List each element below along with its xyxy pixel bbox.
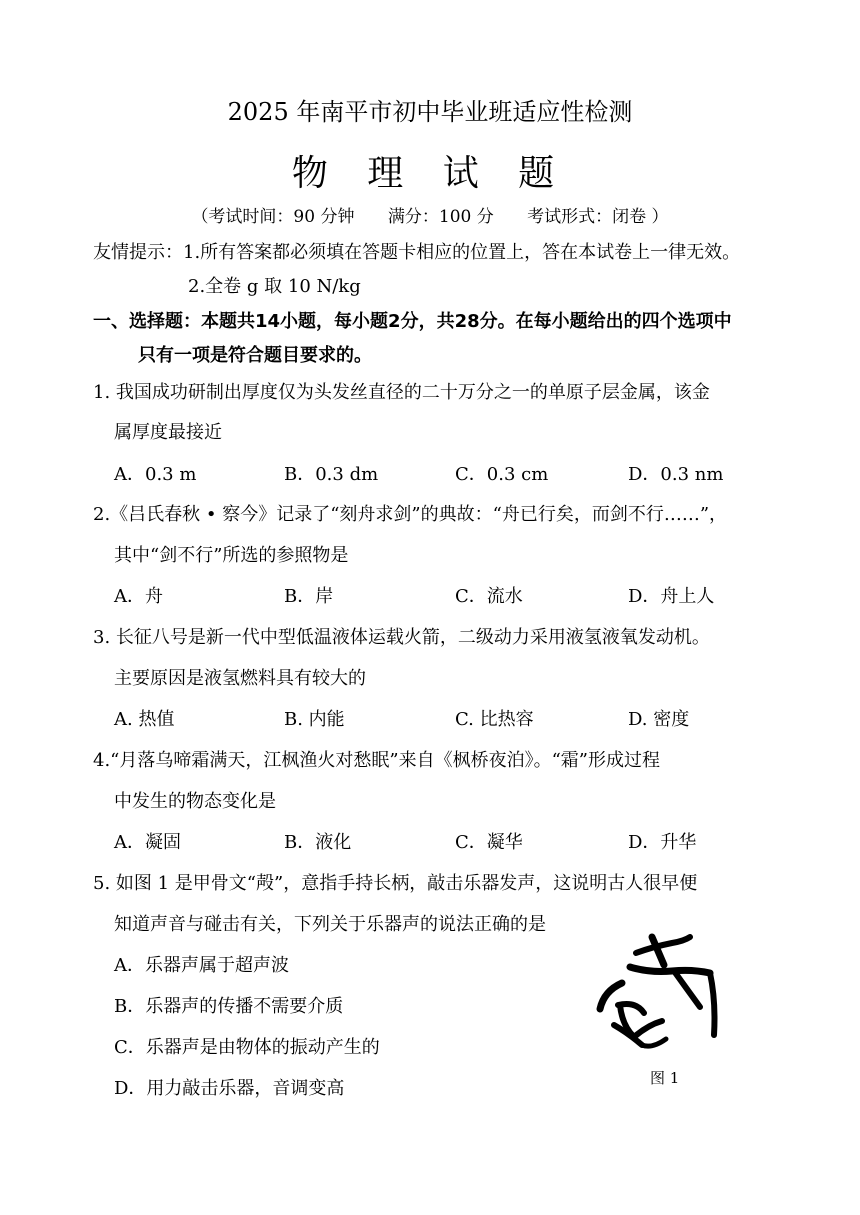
q5-option-a: A．乐器声属于超声波 xyxy=(114,955,289,976)
q5-option-c: C．乐器声是由物体的振动产生的 xyxy=(114,1037,380,1058)
question-2-line2: 其中“剑不行”所选的参照物是 xyxy=(114,545,349,566)
q5-option-b: B．乐器声的传播不需要介质 xyxy=(114,996,344,1017)
q1-option-b: B．0.3 dm xyxy=(284,464,379,485)
question-3-line2: 主要原因是液氢燃料具有较大的 xyxy=(114,668,366,689)
q4-option-d: D．升华 xyxy=(628,832,697,853)
section1-heading-cont: 只有一项是符合题目要求的。 xyxy=(138,345,372,366)
q1-option-c: C．0.3 cm xyxy=(455,464,549,485)
figure-1-caption: 图 1 xyxy=(650,1069,680,1087)
q5-option-d: D．用力敲击乐器，音调变高 xyxy=(114,1078,345,1099)
q2-option-a: A．舟 xyxy=(114,586,163,607)
exam-title: 2025 年南平市初中毕业班适应性检测 xyxy=(227,98,633,126)
exam-form: 考试形式：闭卷 ） xyxy=(527,207,669,227)
q3-option-d: D. 密度 xyxy=(628,709,690,730)
question-2-line1: 2.《吕氏春秋 • 察今》记录了“刻舟求剑”的典故：“舟已行矣，而剑不行……”， xyxy=(93,504,728,525)
oracle-bone-glyph-figure xyxy=(592,925,726,1055)
question-5-line1: 5. 如图 1 是甲骨文“殸”，意指手持长柄，敲击乐器发声，这说明古人很早便 xyxy=(93,873,698,894)
q3-option-a: A. 热值 xyxy=(114,709,175,730)
exam-time: （考试时间：90 分钟 xyxy=(191,207,355,227)
q2-option-c: C．流水 xyxy=(455,586,523,607)
q4-option-c: C．凝华 xyxy=(455,832,523,853)
tips-line1 xyxy=(93,238,740,264)
subject-title: 物 理 试 题 xyxy=(291,153,569,194)
question-1-line2: 属厚度最接近 xyxy=(114,422,222,443)
tips-item1: 1.所有答案都必须填在答题卡相应的位置上，答在本试卷上一律无效。 xyxy=(183,242,741,263)
question-4-line1: 4.“月落乌啼霜满天，江枫渔火对愁眠”来自《枫桥夜泊》。“霜”形成过程 xyxy=(93,750,660,771)
section1-heading: 一、选择题：本题共14小题，每小题2分，共28分。在每小题给出的四个选项中 xyxy=(93,311,732,332)
exam-score: 满分：100 分 xyxy=(387,207,494,227)
q2-option-b: B．岸 xyxy=(284,586,334,607)
tips-item2: 2.全卷 g 取 10 N/kg xyxy=(188,276,361,297)
q1-option-a: A．0.3 m xyxy=(114,464,197,485)
q2-option-d: D．舟上人 xyxy=(628,586,715,607)
q3-option-b: B. 内能 xyxy=(284,709,345,730)
question-4-line2: 中发生的物态变化是 xyxy=(114,791,276,812)
question-3-line1: 3. 长征八号是新一代中型低温液体运载火箭，二级动力采用液氢液氧发动机。 xyxy=(93,627,710,648)
question-5-line2: 知道声音与碰击有关，下列关于乐器声的说法正确的是 xyxy=(114,914,546,935)
question-1-line1: 1. 我国成功研制出厚度仅为头发丝直径的二十万分之一的单原子层金属，该金 xyxy=(93,382,710,403)
q3-option-c: C. 比热容 xyxy=(455,709,534,730)
tips-label: 友情提示： xyxy=(93,242,183,263)
exam-info xyxy=(0,202,860,227)
q1-option-d: D．0.3 nm xyxy=(628,464,724,485)
q4-option-a: A．凝固 xyxy=(114,832,181,853)
q4-option-b: B．液化 xyxy=(284,832,352,853)
